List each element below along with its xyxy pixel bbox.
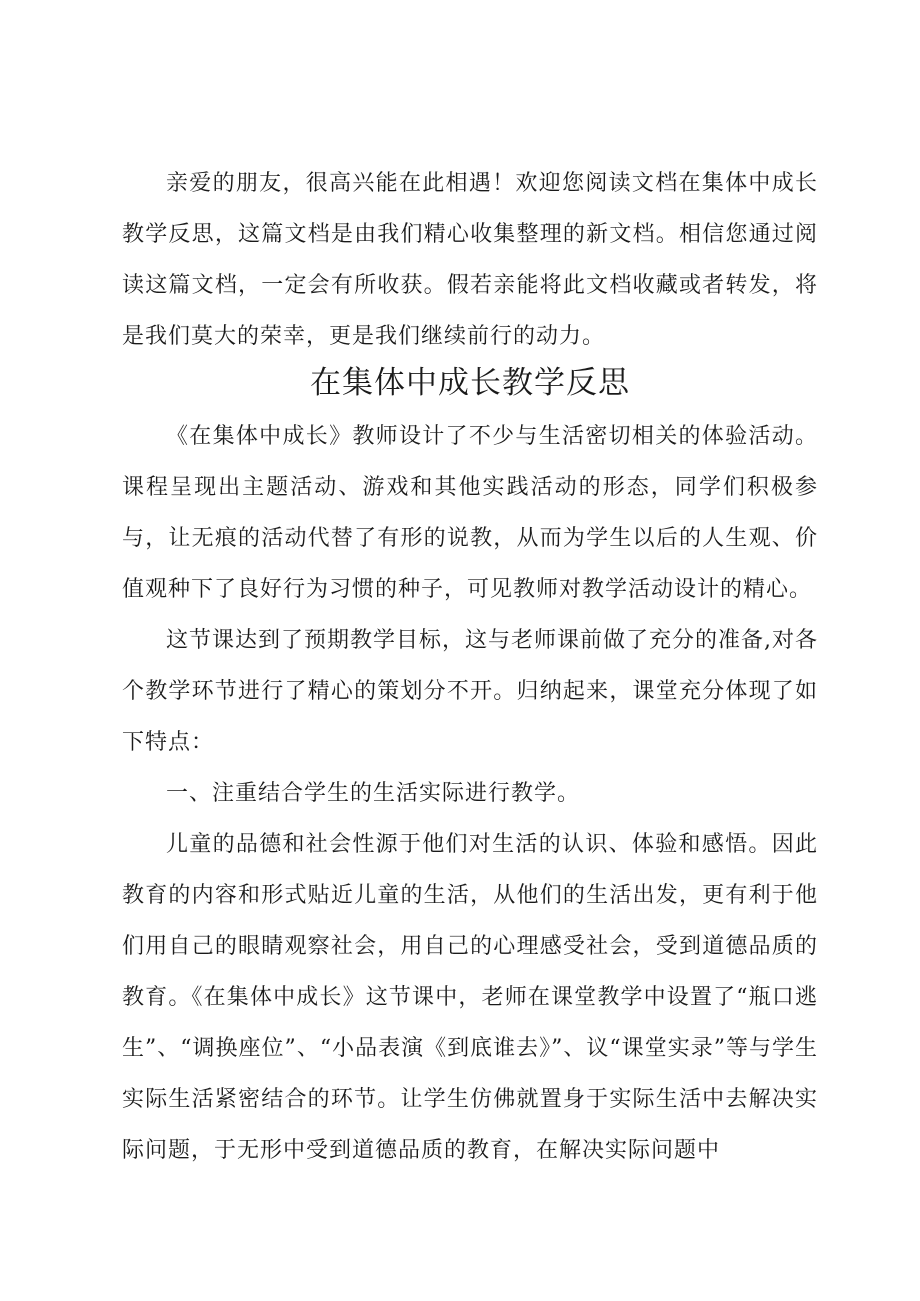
- body-paragraph-3: 儿童的品德和社会性源于他们对生活的认识、体验和感悟。因此教育的内容和形式贴近儿童的生活，从他们的生活出发，更有利于他们用自己的眼睛观察社会，用自己的心理感受社会，受到道德品质的教育。《在集体中成长》这节课中，老师在课堂教学中设置了“瓶口逃生”、“调换座位”、“小品表演《到底谁去》”、议“课堂实录”等与学生实际生活紧密结合的环节。让学生仿佛就置身于实际生活中去解决实际问题，于无形中受到道德品质的教育，在解决实际问题中: [122, 832, 818, 1163]
- section-heading: 一、注重结合学生的生活实际进行教学。: [166, 781, 581, 806]
- intro-block: [122, 158, 818, 362]
- document-title: 在集体中成长教学反思: [310, 365, 630, 401]
- intro-paragraph: 亲爱的朋友，很高兴能在此相遇！欢迎您阅读文档在集体中成长教学反思，这篇文档是由我们精心收集整理的新文档。相信您通过阅读这篇文档，一定会有所收获。假若亲能将此文档收藏或者转发，将是我们莫大的荣幸，更是我们继续前行的动力。: [122, 171, 818, 349]
- body-text: [122, 411, 818, 1176]
- body-paragraph-1: 《在集体中成长》教师设计了不少与生活密切相关的体验活动。课程呈现出主题活动、游戏和其他实践活动的形态，同学们积极参与，让无痕的活动代替了有形的说教，从而为学生以后的人生观、价值观种下了良好行为习惯的种子，可见教师对教学活动设计的精心。: [122, 424, 818, 602]
- body-paragraph-2: 这节课达到了预期教学目标，这与老师课前做了充分的准备,对各个教学环节进行了精心的策划分不开。归纳起来，课堂充分体现了如下特点：: [122, 628, 818, 755]
